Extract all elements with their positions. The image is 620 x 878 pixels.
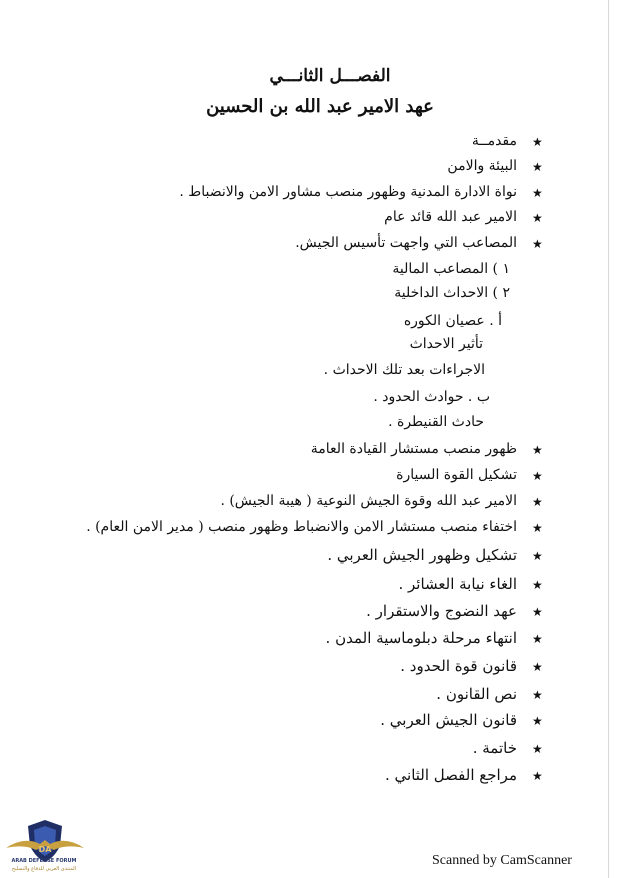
toc-item: أ . عصيان الكوره [403,313,502,329]
chapter-title: الفصـــل الثانـــي [269,66,391,86]
bullet-star-icon: ★ [532,211,543,225]
toc-item: الغاء نيابة العشائر . [398,575,517,593]
logo-caption-english: ARAB DEFENSE FORUM [11,858,77,864]
toc-item: انتهاء مرحلة دبلوماسية المدن . [325,629,517,647]
bullet-star-icon: ★ [532,742,543,756]
bullet-star-icon: ★ [532,688,543,702]
toc-item: تأثير الاحداث [409,336,483,352]
bullet-star-icon: ★ [532,495,543,509]
toc-item: البيئة والامن [447,158,517,174]
toc-item: الاجراءات بعد تلك الاحداث . [323,362,485,378]
toc-item: مراجع الفصل الثاني . [384,766,517,784]
bullet-star-icon: ★ [532,443,543,457]
bullet-star-icon: ★ [532,605,543,619]
toc-item: اختفاء منصب مستشار الامن والانضباط وظهور منصب ( مدير الامن العام) . [86,519,517,535]
bullet-star-icon: ★ [532,521,543,535]
chapter-subtitle: عهد الامير عبد الله بن الحسين [206,96,434,117]
bullet-star-icon: ★ [532,469,543,483]
toc-item: حادث القنيطرة . [388,414,484,430]
scanner-watermark: Scanned by CamScanner [432,853,572,868]
page-edge [608,0,609,878]
toc-item: عهد النضوج والاستقرار . [366,602,517,620]
toc-item: قانون قوة الحدود . [400,657,517,675]
toc-item: نواة الادارة المدنية وظهور منصب مشاور الامن والانضباط . [179,184,517,200]
toc-item: تشكيل وظهور الجيش العربي . [327,546,517,564]
bullet-star-icon: ★ [532,714,543,728]
toc-item: المصاعب التي واجهت تأسيس الجيش. [295,235,517,251]
svg-text:DA: DA [38,845,52,854]
toc-item: ظهور منصب مستشار القيادة العامة [310,441,517,457]
bullet-star-icon: ★ [532,160,543,174]
toc-item: ب . حوادث الحدود . [373,389,490,405]
bullet-star-icon: ★ [532,135,543,149]
toc-item: نص القانون . [436,685,517,703]
toc-item: قانون الجيش العربي . [380,711,517,729]
toc-item: ١ ) المصاعب المالية [392,261,510,277]
bullet-star-icon: ★ [532,769,543,783]
toc-item: مقدمــة [471,133,517,149]
bullet-star-icon: ★ [532,660,543,674]
bullet-star-icon: ★ [532,237,543,251]
bullet-star-icon: ★ [532,578,543,592]
toc-item: تشكيل القوة السيارة [396,467,517,483]
bullet-star-icon: ★ [532,186,543,200]
toc-item: ٢ ) الاحداث الداخلية [394,285,510,301]
toc-item: الامير عبد الله قائد عام [384,209,517,225]
toc-item: خاتمة . [472,739,517,757]
logo-caption-arabic: المنتدى العربي للدفاع والتسليح [11,866,77,872]
bullet-star-icon: ★ [532,632,543,646]
toc-item: الامير عبد الله وقوة الجيش النوعية ( هيبة الجيش) . [220,493,517,509]
bullet-star-icon: ★ [532,549,543,563]
